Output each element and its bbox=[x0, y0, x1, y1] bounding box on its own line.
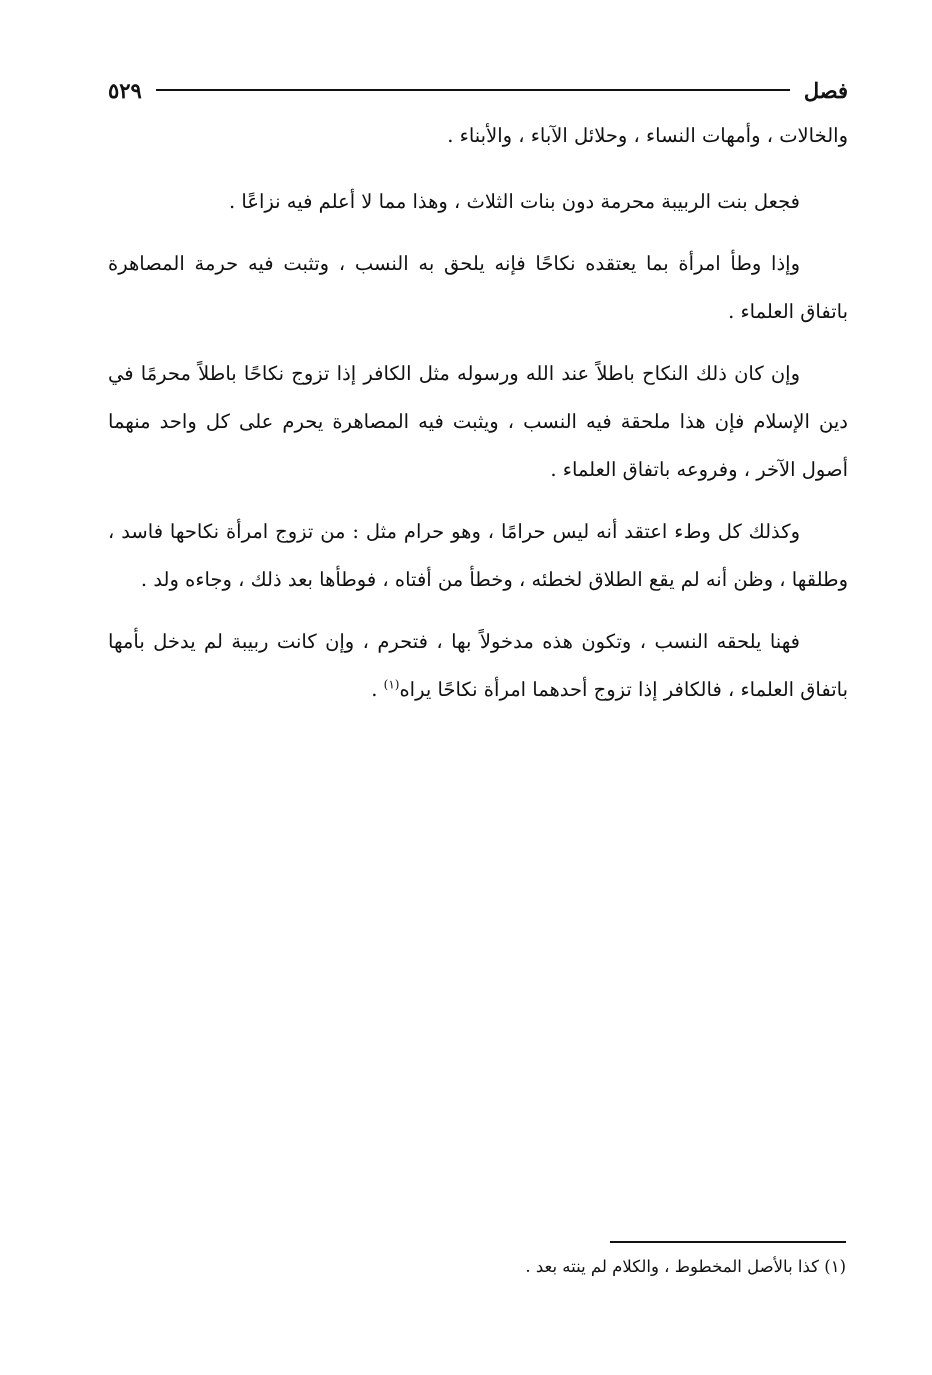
paragraph-text-end: . bbox=[371, 678, 384, 701]
chapter-title: فصل bbox=[803, 77, 848, 103]
paragraph bbox=[108, 112, 848, 160]
paragraph bbox=[108, 618, 848, 714]
footnote-separator bbox=[610, 1241, 846, 1243]
paragraph bbox=[108, 178, 848, 226]
paragraph bbox=[108, 350, 848, 494]
paragraph bbox=[108, 240, 848, 336]
page-number: ٥٢٩ bbox=[108, 77, 142, 103]
paragraph-text: وإذا وطأ امرأة بما يعتقده نكاحًا فإنه يلحق به النسب ، وتثبت فيه حرمة المصاهرة باتفاق العلماء . bbox=[108, 252, 848, 323]
paragraph-text: وكذلك كل وطء اعتقد أنه ليس حرامًا ، وهو حرام مثل : من تزوج امرأة نكاحها فاسد ، وطلقها ، وظن أنه لم يقع الطلاق لخطئه ، وخطأ من أفتاه ، فوطأها بعد ذلك ، وجاءه ولد . bbox=[108, 520, 848, 591]
running-header bbox=[108, 74, 848, 106]
footnote-reference[interactable]: (١) bbox=[383, 677, 400, 692]
paragraph-text: وإن كان ذلك النكاح باطلاً عند الله ورسوله مثل الكافر إذا تزوج نكاحًا باطلاً محرمًا في دين الإسلام فإن هذا ملحقة فيه النسب ، ويثبت فيه المصاهرة يحرم على كل واحد منهما أصول الآخر ، وفروعه باتفاق العلماء . bbox=[108, 362, 848, 481]
paragraph bbox=[108, 508, 848, 604]
body-text bbox=[108, 112, 848, 728]
paragraph-text: والخالات ، وأمهات النساء ، وحلائل الآباء ، والأبناء . bbox=[447, 124, 848, 147]
header-rule bbox=[156, 89, 790, 91]
paragraph-text: فجعل بنت الربيبة محرمة دون بنات الثلاث ، وهذا مما لا أعلم فيه نزاعًا . bbox=[228, 190, 800, 213]
footnote: (١) كذا بالأصل المخطوط ، والكلام لم ينته بعد . bbox=[525, 1257, 846, 1276]
paragraph-text: فهنا يلحقه النسب ، وتكون هذه مدخولاً بها ، فتحرم ، وإن كانت ربيبة لم يدخل بأمها باتفاق العلماء ، فالكافر إذا تزوج أحدهما امرأة نكاحًا يراه bbox=[108, 630, 848, 701]
